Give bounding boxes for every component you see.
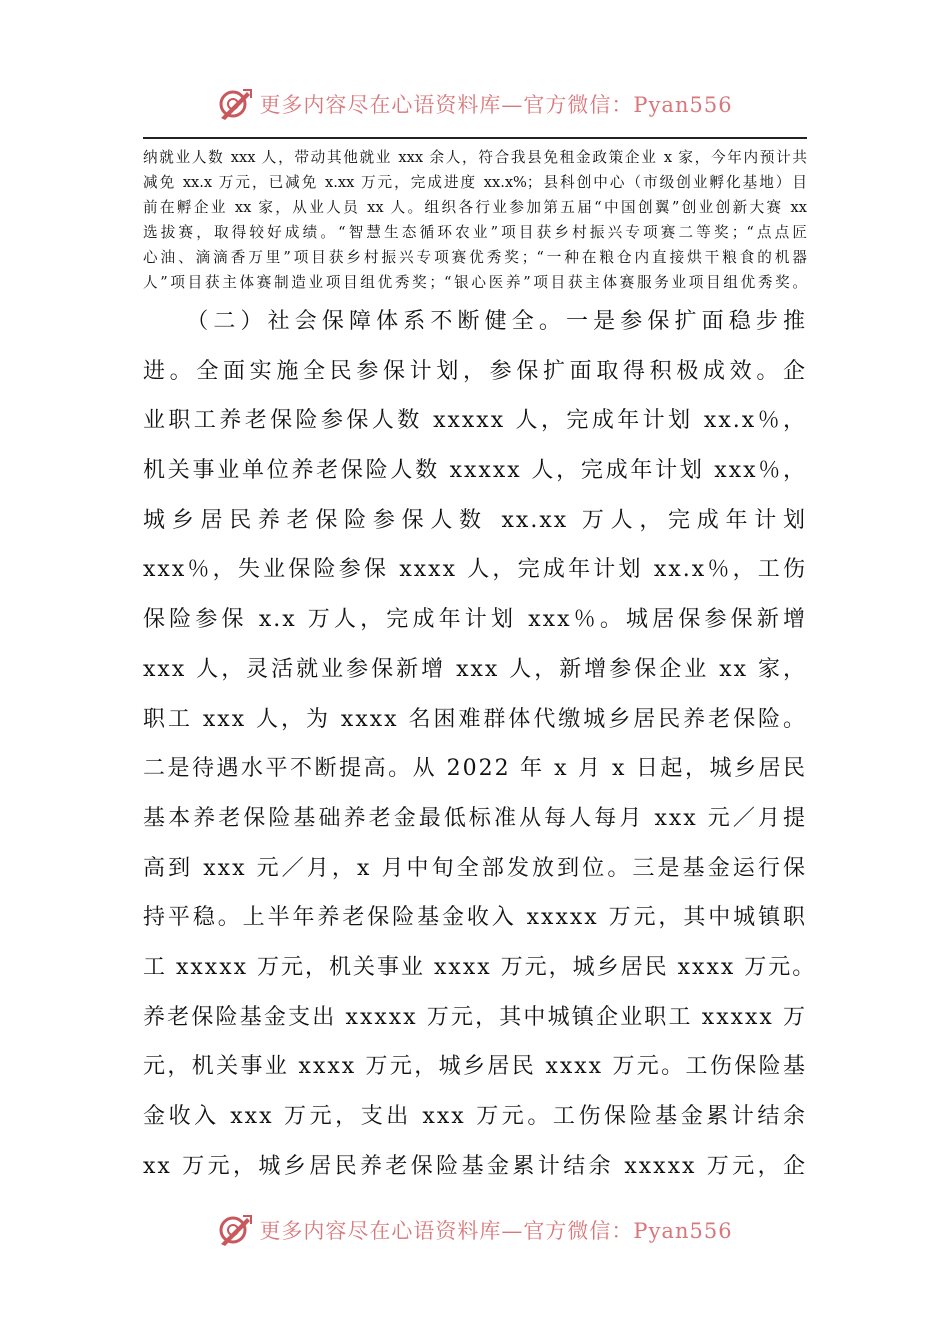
footer-watermark <box>0 1208 950 1252</box>
small-paragraph <box>143 145 807 295</box>
body-line: 养老保险基金支出 xxxxx 万元，其中城镇企业职工 xxxxx 万 <box>143 1004 807 1030</box>
body-line: 业职工养老保险参保人数 xxxxx 人，完成年计划 xx.x％， <box>143 408 807 434</box>
watermark-text: 更多内容尽在心语资料库—官方微信：Pyan556 <box>259 93 733 117</box>
body-line: 基本养老保险基础养老金最低标准从每人每月 xxx 元／月提 <box>143 805 807 831</box>
small-line: 纳就业人数 xxx 人，带动其他就业 xxx 余人，符合我县免租金政策企业 x 家，今年内预计共 <box>143 149 807 166</box>
body-line: 二是待遇水平不断提高。从 2022 年 x 月 x 日起，城乡居民 <box>143 756 807 782</box>
body-line: 金收入 xxx 万元，支出 xxx 万元。工伤保险基金累计结余 <box>143 1104 807 1129</box>
small-line: 减免 xx.x 万元，已减免 x.xx 万元，完成进度 xx.x%；县科创中心（市级创业孵化基地）目 <box>143 174 807 191</box>
body-line: 机关事业单位养老保险人数 xxxxx 人，完成年计划 xxx％， <box>143 458 807 484</box>
body-line: 高到 xxx 元／月，x 月中旬全部发放到位。三是基金运行保 <box>143 855 807 881</box>
header-watermark <box>0 82 950 126</box>
body-line: 进。全面实施全民参保计划，参保扩面取得积极成效。企 <box>143 358 807 384</box>
body-line: （二）社会保障体系不断健全。一是参保扩面稳步推 <box>143 309 807 334</box>
watermark-text: 更多内容尽在心语资料库—官方微信：Pyan556 <box>259 1219 733 1243</box>
small-line: 人”项目获主体赛制造业项目组优秀奖；“银心医养”项目获主体赛服务业项目组优秀奖。 <box>143 274 807 291</box>
body-line: 持平稳。上半年养老保险基金收入 xxxxx 万元，其中城镇职 <box>143 905 807 931</box>
body-text <box>143 297 817 1191</box>
body-line: 保险参保 x.x 万人，完成年计划 xxx％。城居保参保新增 <box>143 607 807 633</box>
small-line: 心油、滴滴香万里”项目获乡村振兴专项赛优秀奖；“一种在粮仓内直接烘干粮食的机器 <box>143 249 807 266</box>
body-line: 工 xxxxx 万元，机关事业 xxxx 万元，城乡居民 xxxx 万元。 <box>143 954 817 980</box>
body-line: 职工 xxx 人，为 xxxx 名困难群体代缴城乡居民养老保险。 <box>143 706 807 732</box>
pen-logo-icon <box>217 1212 253 1248</box>
header-divider <box>143 137 807 139</box>
body-line: xxx 人，灵活就业参保新增 xxx 人，新增参保企业 xx 家， <box>143 656 807 682</box>
body-line: 元，机关事业 xxxx 万元，城乡居民 xxxx 万元。工伤保险基 <box>143 1054 807 1080</box>
body-line: xxx％，失业保险参保 xxxx 人，完成年计划 xx.x％，工伤 <box>143 557 807 583</box>
small-line: 选拔赛，取得较好成绩。“智慧生态循环农业”项目获乡村振兴专项赛二等奖；“点点匠 <box>143 224 807 241</box>
body-line: xx 万元，城乡居民养老保险基金累计结余 xxxxx 万元，企 <box>143 1153 807 1179</box>
pen-logo-icon <box>217 86 253 122</box>
small-line: 前在孵企业 xx 家，从业人员 xx 人。组织各行业参加第五届“中国创翼”创业创新大赛 xx <box>143 199 807 216</box>
body-line: 城乡居民养老保险参保人数 xx.xx 万人，完成年计划 <box>143 507 807 533</box>
